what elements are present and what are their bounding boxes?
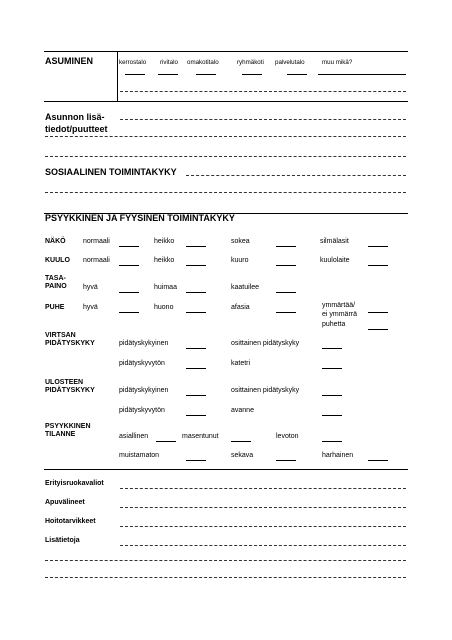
tilanne-label	[45, 423, 91, 439]
hoitotarvikkeet-line[interactable]	[120, 526, 406, 527]
blank-palvelutalo[interactable]	[287, 74, 307, 75]
puhe-huono-blank[interactable]	[186, 312, 206, 313]
tilanne-asiallinen-blank[interactable]	[156, 441, 176, 442]
apuvalineet-label: Apuvälineet	[45, 499, 85, 506]
puhe-afasia: afasia	[231, 304, 250, 311]
tasapaino-huimaa: huimaa	[154, 284, 177, 291]
tilanne-harhainen: harhainen	[322, 452, 354, 459]
ulosteen-pidatyskyvyton-blank[interactable]	[186, 415, 206, 416]
puhe-hyva-blank[interactable]	[119, 312, 139, 313]
lisatietoja-line-1[interactable]	[120, 545, 406, 546]
asunnon-line-3[interactable]	[45, 156, 406, 157]
tasapaino-label-line1: TASA-	[45, 275, 66, 282]
hoitotarvikkeet-label: Hoitotarvikkeet	[45, 518, 96, 525]
option-palvelutalo: palvelutalo	[275, 59, 305, 66]
virtsan-label-line2: PIDÄTYSKYKY	[45, 340, 95, 347]
blank-omakotitalo[interactable]	[196, 74, 216, 75]
blank-kerrostalo[interactable]	[125, 74, 145, 75]
nako-silmalasit: silmälasit	[320, 238, 349, 245]
nako-heikko: heikko	[154, 238, 175, 245]
tilanne-asiallinen: asiallinen	[119, 433, 149, 440]
psyykkinen-bottom-border	[44, 469, 408, 470]
option-omakotitalo: omakotitalo	[187, 59, 219, 66]
asunnon-line-1[interactable]	[120, 119, 406, 120]
virtsan-osittainen: osittainen pidätyskyky	[231, 340, 300, 347]
virtsan-katetri-blank[interactable]	[322, 368, 342, 369]
blank-rivitalo[interactable]	[158, 74, 178, 75]
puhe-puhetta-blank[interactable]	[368, 329, 388, 330]
tilanne-levoton-blank[interactable]	[322, 441, 342, 442]
ulosteen-label-line1: ULOSTEEN	[45, 379, 84, 386]
tasapaino-label-line2: PAINO	[45, 283, 67, 290]
puhe-huono: huono	[154, 304, 174, 311]
puhe-puhetta: puhetta	[322, 321, 346, 328]
blank-ryhmakoti[interactable]	[242, 74, 262, 75]
ulosteen-label	[45, 379, 95, 395]
tasapaino-hyva-blank[interactable]	[119, 292, 139, 293]
ulosteen-pidatyskykyinen-blank[interactable]	[186, 395, 206, 396]
tasapaino-label	[45, 275, 67, 291]
kuulo-kuulolaite: kuulolaite	[320, 257, 350, 264]
kuulo-normaali-blank[interactable]	[119, 265, 139, 266]
tilanne-label-line2: TILANNE	[45, 431, 76, 438]
nako-silmalasit-blank[interactable]	[368, 246, 388, 247]
lisatietoja-line-3[interactable]	[45, 577, 406, 578]
apuvalineet-line[interactable]	[120, 507, 406, 508]
puhe-ymmartaa: ymmärtää/	[322, 302, 356, 309]
ulosteen-osittainen: osittainen pidätyskyky	[231, 387, 300, 394]
nako-heikko-blank[interactable]	[186, 246, 206, 247]
nako-sokea: sokea	[231, 238, 250, 245]
psyykkinen-header: PSYYKKINEN JA FYYSINEN TOIMINTAKYKY	[45, 213, 235, 223]
virtsan-pidatyskyvyton-blank[interactable]	[186, 368, 206, 369]
virtsan-label-line1: VIRTSAN	[45, 332, 76, 339]
blank-muu-mika[interactable]	[318, 74, 406, 75]
tasapaino-huimaa-blank[interactable]	[186, 292, 206, 293]
tilanne-masentunut: masentunut	[182, 433, 219, 440]
asuminen-extra-line[interactable]	[120, 91, 406, 92]
asunnon-label	[45, 111, 108, 135]
ulosteen-osittainen-blank[interactable]	[322, 395, 342, 396]
tasapaino-kaatuilee: kaatuilee	[231, 284, 260, 291]
asunnon-label-line1: Asunnon lisä-	[45, 112, 105, 122]
virtsan-pidatyskykyinen-blank[interactable]	[186, 348, 206, 349]
kuulo-kuulolaite-blank[interactable]	[368, 265, 388, 266]
ulosteen-avanne: avanne	[231, 407, 254, 414]
erityisruokavaliot-line[interactable]	[120, 488, 406, 489]
virtsan-pidatyskyvyton: pidätyskyvytön	[119, 360, 165, 367]
ulosteen-avanne-blank[interactable]	[322, 415, 342, 416]
tilanne-muistamaton: muistamaton	[119, 452, 160, 459]
sosiaalinen-label: SOSIAALINEN TOIMINTAKYKY	[45, 167, 177, 177]
asuminen-divider	[117, 51, 118, 101]
asuminen-bottom-border	[44, 101, 408, 102]
lisatietoja-label: Lisätietoja	[45, 537, 80, 544]
option-muu-mika: muu mikä?	[322, 59, 353, 66]
tilanne-muistamaton-blank[interactable]	[186, 460, 206, 461]
nako-sokea-blank[interactable]	[276, 246, 296, 247]
erityisruokavaliot-label: Erityisruokavaliot	[45, 480, 104, 487]
asuminen-top-border	[44, 51, 408, 52]
virtsan-pidatyskykyinen: pidätyskykyinen	[119, 340, 169, 347]
ulosteen-pidatyskykyinen: pidätyskykyinen	[119, 387, 169, 394]
ulosteen-pidatyskyvyton: pidätyskyvytön	[119, 407, 165, 414]
tasapaino-hyva: hyvä	[83, 284, 98, 291]
puhe-afasia-blank[interactable]	[276, 312, 296, 313]
sosiaalinen-line-2[interactable]	[45, 192, 406, 193]
tilanne-levoton: levoton	[276, 433, 299, 440]
tilanne-masentunut-blank[interactable]	[231, 441, 251, 442]
puhe-hyva: hyvä	[83, 304, 98, 311]
kuulo-label: KUULO	[45, 257, 70, 264]
option-kerrostalo: kerrostalo	[119, 59, 147, 66]
puhe-ymmartaa-blank[interactable]	[368, 312, 388, 313]
kuulo-heikko: heikko	[154, 257, 175, 264]
tasapaino-kaatuilee-blank[interactable]	[276, 292, 296, 293]
lisatietoja-line-2[interactable]	[45, 560, 406, 561]
nako-normaali: normaali	[83, 238, 110, 245]
kuulo-heikko-blank[interactable]	[186, 265, 206, 266]
asunnon-line-2[interactable]	[45, 136, 406, 137]
puhe-ei-ymmarra: ei ymmärrä	[322, 311, 358, 318]
asuminen-label: ASUMINEN	[45, 56, 94, 66]
nako-normaali-blank[interactable]	[119, 246, 139, 247]
asunnon-label-line2: tiedot/puutteet	[45, 124, 108, 134]
tilanne-label-line1: PSYYKKINEN	[45, 423, 91, 430]
ulosteen-label-line2: PIDÄTYSKYKY	[45, 387, 95, 394]
virtsan-label	[45, 332, 95, 348]
kuulo-kuuro: kuuro	[231, 257, 249, 264]
option-ryhmakoti: ryhmäkoti	[237, 59, 264, 66]
tilanne-sekava-blank[interactable]	[276, 460, 296, 461]
tilanne-sekava: sekava	[231, 452, 254, 459]
virtsan-osittainen-blank[interactable]	[322, 348, 342, 349]
kuulo-kuuro-blank[interactable]	[276, 265, 296, 266]
puhe-label: PUHE	[45, 304, 65, 311]
virtsan-katetri: katetri	[231, 360, 251, 367]
nako-label: NÄKÖ	[45, 238, 66, 245]
kuulo-normaali: normaali	[83, 257, 110, 264]
sosiaalinen-line-1[interactable]	[186, 175, 406, 176]
option-rivitalo: rivitalo	[160, 59, 178, 66]
tilanne-harhainen-blank[interactable]	[368, 460, 388, 461]
